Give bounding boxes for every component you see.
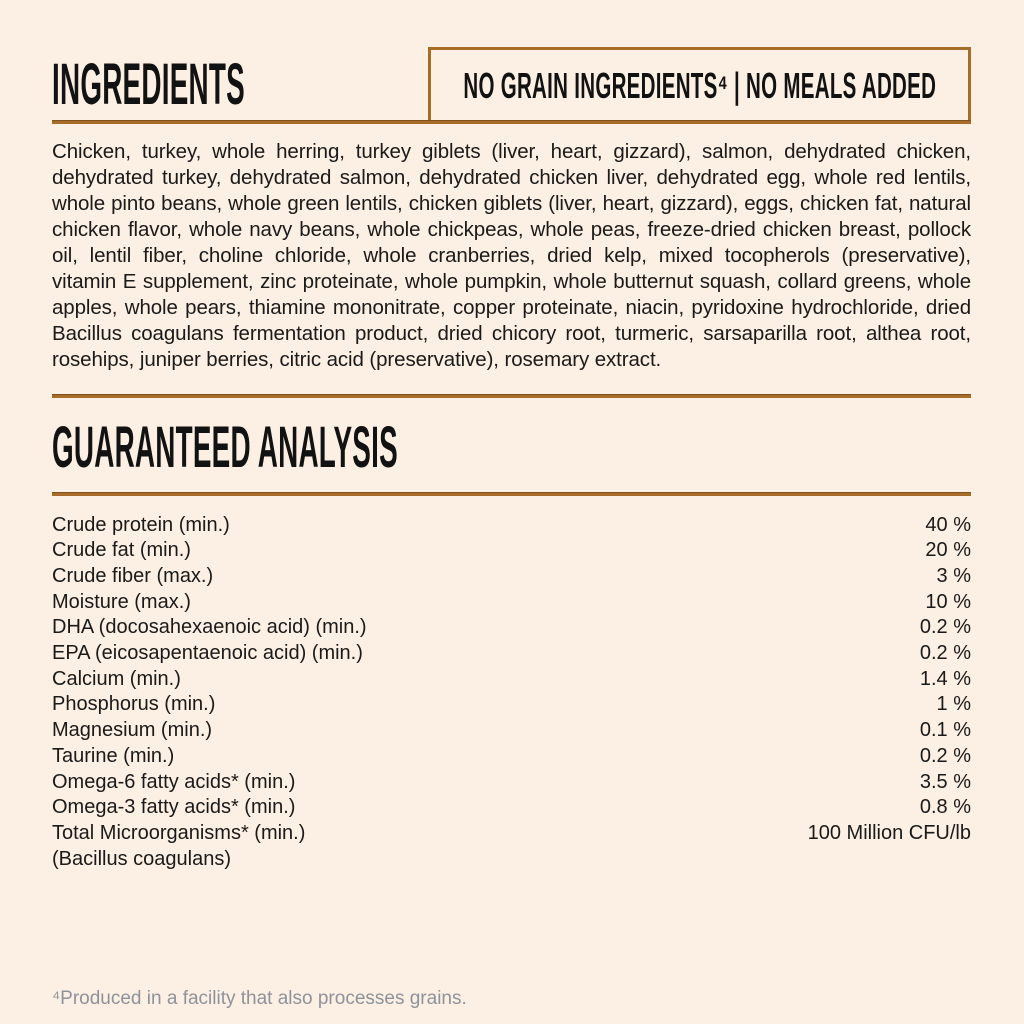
table-row bbox=[52, 718, 971, 744]
guaranteed-analysis-rule bbox=[52, 492, 971, 496]
row-sublabel: (Bacillus coagulans) bbox=[52, 847, 231, 870]
table-row bbox=[52, 564, 971, 590]
row-label: Moisture (max.) bbox=[52, 590, 191, 613]
row-label: Omega-3 fatty acids* (min.) bbox=[52, 796, 296, 819]
row-value: 1 % bbox=[936, 693, 971, 716]
row-label: Phosphorus (min.) bbox=[52, 693, 216, 716]
table-row bbox=[52, 513, 971, 539]
table-row bbox=[52, 615, 971, 641]
row-value: 3.5 % bbox=[919, 770, 971, 793]
row-label: Omega-6 fatty acids* (min.) bbox=[52, 770, 296, 793]
no-grain-badge-text: NO GRAIN INGREDIENTS⁴ | NO MEALS ADDED bbox=[463, 64, 936, 106]
row-value: 0.1 % bbox=[919, 719, 971, 742]
row-label: Crude fiber (max.) bbox=[52, 564, 214, 587]
guaranteed-analysis-title: GUARANTEED ANALYSIS bbox=[52, 414, 398, 480]
row-label: Crude protein (min.) bbox=[52, 513, 230, 536]
table-row bbox=[52, 744, 971, 770]
table-row bbox=[52, 667, 971, 693]
section-divider-rule bbox=[52, 394, 971, 398]
label-content bbox=[52, 0, 971, 872]
row-value: 100 Million CFU/lb bbox=[807, 821, 971, 844]
table-row bbox=[52, 770, 971, 796]
row-label: DHA (docosahexaenoic acid) (min.) bbox=[52, 616, 367, 639]
row-label: Magnesium (min.) bbox=[52, 719, 213, 742]
row-value: 3 % bbox=[936, 564, 971, 587]
row-value: 1.4 % bbox=[919, 667, 971, 690]
ingredients-header bbox=[52, 0, 971, 124]
row-label: Taurine (min.) bbox=[52, 744, 175, 767]
table-row bbox=[52, 538, 971, 564]
row-value: 0.2 % bbox=[919, 642, 971, 665]
ingredients-title: INGREDIENTS bbox=[52, 52, 245, 117]
row-value: 0.2 % bbox=[919, 616, 971, 639]
guaranteed-analysis-table bbox=[52, 513, 971, 873]
table-row bbox=[52, 641, 971, 667]
row-value: 20 % bbox=[925, 539, 971, 562]
grain-facility-footnote: ⁴Produced in a facility that also processes grains. bbox=[52, 988, 467, 1009]
table-row bbox=[52, 590, 971, 616]
table-row-continuation bbox=[52, 847, 971, 873]
guaranteed-analysis-header bbox=[52, 414, 971, 480]
row-value: 10 % bbox=[925, 590, 971, 613]
row-label: Total Microorganisms* (min.) bbox=[52, 821, 306, 844]
ingredients-list-text: Chicken, turkey, whole herring, turkey giblets (liver, heart, gizzard), salmon, dehydrated chicken, dehydrated turkey, dehydrated salmon, dehydrated chicken liver, dehydrated egg, whole red lentils, whole pinto beans, whole green lentils, chicken giblets (liver, heart, gizzard), eggs, chicken fat, natural chicken flavor, whole navy beans, whole chickpeas, whole peas, freeze-dried chicken breast, pollock oil, lentil fiber, choline chloride, whole cranberries, dried kelp, mixed tocopherols (preservative), vitamin E supplement, zinc proteinate, whole pumpkin, whole butternut squash, collard greens, whole apples, whole pears, thiamine mononitrate, copper proteinate, niacin, pyridoxine hydrochloride, dried Bacillus coagulans fermentation product, dried chicory root, turmeric, sarsaparilla root, althea root, rosehips, juniper berries, citric acid (preservative), rosemary extract. bbox=[52, 140, 971, 371]
row-value: 0.8 % bbox=[919, 796, 971, 819]
row-label: EPA (eicosapentaenoic acid) (min.) bbox=[52, 642, 363, 665]
ingredients-header-rule bbox=[52, 120, 971, 124]
row-label: Crude fat (min.) bbox=[52, 539, 191, 562]
row-value: 40 % bbox=[925, 513, 971, 536]
table-row bbox=[52, 795, 971, 821]
no-grain-badge bbox=[428, 47, 971, 124]
row-value: 0.2 % bbox=[919, 744, 971, 767]
row-label: Calcium (min.) bbox=[52, 667, 181, 690]
table-row bbox=[52, 821, 971, 847]
table-row bbox=[52, 692, 971, 718]
